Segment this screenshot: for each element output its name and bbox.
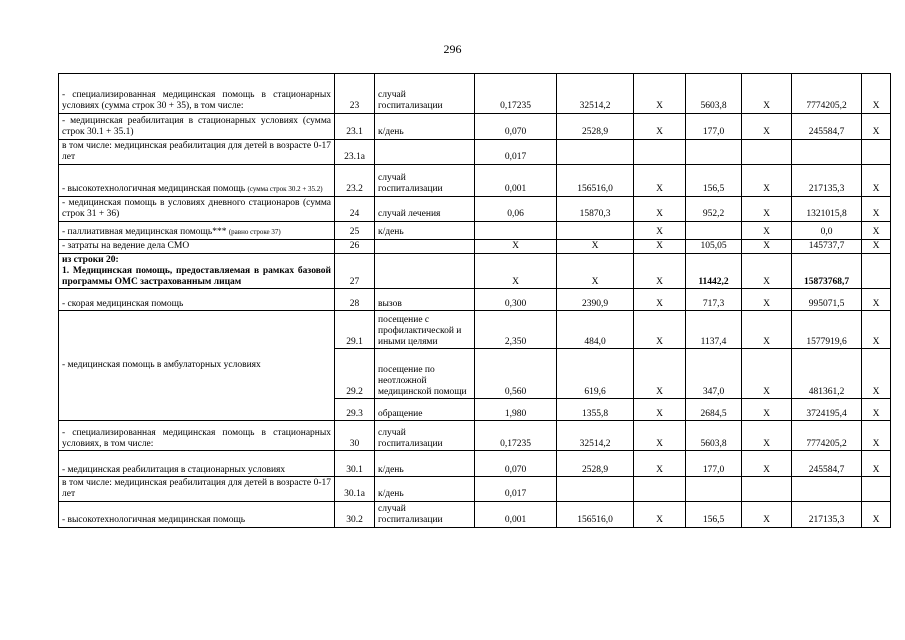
row-number-cell: 29.3 [335, 399, 375, 421]
row-name-cell [59, 74, 335, 114]
budget-total-cell: X [742, 421, 792, 451]
budget-total-cell: X [742, 239, 792, 253]
row-name-cell [59, 253, 335, 289]
oms-total-cell: 217135,3 [792, 502, 862, 528]
table-row [59, 74, 891, 114]
budget-total-cell: X [742, 289, 792, 311]
oms-per-capita-cell: 177,0 [686, 114, 742, 140]
oms-total-cell: 7774205,2 [792, 421, 862, 451]
row-number-cell: 29.1 [335, 311, 375, 349]
row-name-note: (сумма строк 30.2 + 35.2) [247, 184, 323, 193]
oms-per-capita-cell [686, 140, 742, 165]
row-number-cell: 23.1 [335, 114, 375, 140]
table-row [59, 289, 891, 311]
unit-cell: обращение [375, 399, 475, 421]
row-name-cell: - высокотехнологичная медицинская помощь [59, 502, 335, 528]
oms-total-cell: 995071,5 [792, 289, 862, 311]
row-name-text: - скорая медицинская помощь [62, 298, 184, 309]
volume-norm-cell: 0,17235 [475, 421, 557, 451]
unit-cell: к/день [375, 451, 475, 477]
unit-cell: к/день [375, 477, 475, 502]
row-number-cell: 23 [335, 74, 375, 114]
row-number-cell: 30 [335, 421, 375, 451]
share-cell [862, 477, 891, 502]
unit-cell: к/день [375, 221, 475, 239]
budget-per-capita-cell [634, 140, 686, 165]
cost-norm-cell: 32514,2 [557, 421, 634, 451]
cost-norm-cell: 32514,2 [557, 74, 634, 114]
budget-per-capita-cell: X [634, 451, 686, 477]
volume-norm-cell: 2,350 [475, 311, 557, 349]
row-name-cell [59, 140, 335, 165]
oms-per-capita-cell: 347,0 [686, 349, 742, 399]
oms-total-cell: 217135,3 [792, 164, 862, 196]
oms-per-capita-cell: 5603,8 [686, 74, 742, 114]
unit-cell: случай госпитализации [375, 164, 475, 196]
budget-per-capita-cell: X [634, 311, 686, 349]
cost-norm-cell: 15870,3 [557, 196, 634, 221]
oms-per-capita-cell: 2684,5 [686, 399, 742, 421]
volume-norm-cell: X [475, 253, 557, 289]
budget-per-capita-cell: X [634, 164, 686, 196]
budget-total-cell: X [742, 114, 792, 140]
unit-cell: случай госпитализации [375, 421, 475, 451]
volume-norm-cell: 0,001 [475, 164, 557, 196]
row-name-note: (равно строке 37) [228, 227, 281, 236]
ambulatory-name-cell: - медицинская помощь в амбулаторных условиях [59, 311, 335, 421]
budget-total-cell: X [742, 253, 792, 289]
volume-norm-cell: 0,070 [475, 451, 557, 477]
financing-table [58, 73, 891, 528]
row-number-cell: 27 [335, 253, 375, 289]
share-cell: X [862, 399, 891, 421]
oms-total-cell: 245584,7 [792, 114, 862, 140]
budget-per-capita-cell: X [634, 196, 686, 221]
share-cell: X [862, 164, 891, 196]
table-row [59, 502, 891, 528]
volume-norm-cell: 1,980 [475, 399, 557, 421]
budget-per-capita-cell: X [634, 399, 686, 421]
cost-norm-cell: 2528,9 [557, 114, 634, 140]
unit-cell [375, 239, 475, 253]
budget-per-capita-cell: X [634, 421, 686, 451]
cost-norm-cell: 2390,9 [557, 289, 634, 311]
oms-total-cell: 15873768,7 [792, 253, 862, 289]
share-cell: X [862, 114, 891, 140]
share-cell: X [862, 196, 891, 221]
budget-per-capita-cell: X [634, 114, 686, 140]
cost-norm-cell: 2528,9 [557, 451, 634, 477]
table-row [59, 114, 891, 140]
volume-norm-cell: 0,001 [475, 502, 557, 528]
row-name-cell [59, 114, 335, 140]
share-cell: X [862, 74, 891, 114]
unit-cell [375, 253, 475, 289]
unit-cell: случай лечения [375, 196, 475, 221]
oms-total-cell [792, 477, 862, 502]
row-number-cell: 28 [335, 289, 375, 311]
table-row [59, 421, 891, 451]
budget-per-capita-cell: X [634, 253, 686, 289]
cost-norm-cell: 1355,8 [557, 399, 634, 421]
row-name-cell [59, 239, 335, 253]
unit-cell: случай госпитализации [375, 502, 475, 528]
cost-norm-cell: X [557, 253, 634, 289]
share-cell: X [862, 239, 891, 253]
row-name-cell: - медицинская реабилитация в стационарных условиях [59, 451, 335, 477]
row-name-cell [59, 289, 335, 311]
table-row [59, 477, 891, 502]
oms-total-cell: 145737,7 [792, 239, 862, 253]
row-name-text: - высокотехнологичная медицинская помощь [62, 183, 246, 194]
row-number-cell: 30.2 [335, 502, 375, 528]
volume-norm-cell: 0,017 [475, 477, 557, 502]
volume-norm-cell: 0,560 [475, 349, 557, 399]
row-name-cell [59, 196, 335, 221]
row-name-cell [59, 221, 335, 239]
oms-total-cell: 3724195,4 [792, 399, 862, 421]
table-row [59, 239, 891, 253]
share-cell: X [862, 221, 891, 239]
row-name-text: 1. Медицинская помощь, предоставляемая в рамках базовой программы ОМС застрахованным лицам [62, 265, 331, 287]
budget-per-capita-cell [634, 477, 686, 502]
oms-per-capita-cell: 952,2 [686, 196, 742, 221]
volume-norm-cell: 0,06 [475, 196, 557, 221]
unit-cell [375, 140, 475, 165]
oms-per-capita-cell: 105,05 [686, 239, 742, 253]
share-cell [862, 253, 891, 289]
share-cell: X [862, 502, 891, 528]
share-cell: X [862, 311, 891, 349]
oms-total-cell: 245584,7 [792, 451, 862, 477]
cost-norm-cell: 156516,0 [557, 502, 634, 528]
oms-total-cell: 0,0 [792, 221, 862, 239]
budget-per-capita-cell: X [634, 239, 686, 253]
oms-per-capita-cell: 11442,2 [686, 253, 742, 289]
share-cell: X [862, 289, 891, 311]
row-name-text: - специализированная медицинская помощь в стационарных условиях (сумма строк 30 + 35), в том числе: [62, 90, 331, 112]
row-number-cell: 23.1а [335, 140, 375, 165]
cost-norm-cell: X [557, 239, 634, 253]
budget-per-capita-cell: X [634, 502, 686, 528]
cost-norm-cell: 619,6 [557, 349, 634, 399]
unit-cell: к/день [375, 114, 475, 140]
budget-total-cell: X [742, 349, 792, 399]
row-number-cell: 29.2 [335, 349, 375, 399]
budget-total-cell: X [742, 196, 792, 221]
volume-norm-cell: 0,017 [475, 140, 557, 165]
row-number-cell: 30.1а [335, 477, 375, 502]
budget-per-capita-cell: X [634, 349, 686, 399]
oms-total-cell: 481361,2 [792, 349, 862, 399]
budget-total-cell [742, 477, 792, 502]
volume-norm-cell: 0,300 [475, 289, 557, 311]
table-row [59, 311, 891, 349]
share-cell: X [862, 349, 891, 399]
row-name-cell: - специализированная медицинская помощь в стационарных условиях, в том числе: [59, 421, 335, 451]
budget-total-cell: X [742, 74, 792, 114]
cost-norm-cell: 156516,0 [557, 164, 634, 196]
table-row [59, 140, 891, 165]
row-name-text: - медицинская помощь в условиях дневного стационаров (сумма строк 31 + 36) [62, 197, 331, 219]
cost-norm-cell: 484,0 [557, 311, 634, 349]
budget-total-cell: X [742, 311, 792, 349]
share-cell: X [862, 451, 891, 477]
row-name-cell [59, 164, 335, 196]
oms-per-capita-cell: 717,3 [686, 289, 742, 311]
cost-norm-cell [557, 221, 634, 239]
unit-cell: посещение с профилактической и иными целями [375, 311, 475, 349]
budget-per-capita-cell: X [634, 221, 686, 239]
unit-cell: посещение по неотложной медицинской помощи [375, 349, 475, 399]
share-cell: X [862, 421, 891, 451]
oms-per-capita-cell: 156,5 [686, 502, 742, 528]
row-number-cell: 24 [335, 196, 375, 221]
budget-per-capita-cell: X [634, 74, 686, 114]
row-number-cell: 26 [335, 239, 375, 253]
row-number-cell: 23.2 [335, 164, 375, 196]
table-row [59, 451, 891, 477]
table-row [59, 164, 891, 196]
oms-per-capita-cell: 177,0 [686, 451, 742, 477]
budget-total-cell: X [742, 451, 792, 477]
unit-cell: вызов [375, 289, 475, 311]
oms-total-cell: 1577919,6 [792, 311, 862, 349]
page-number: 296 [443, 42, 462, 56]
volume-norm-cell [475, 221, 557, 239]
table-row [59, 196, 891, 221]
oms-per-capita-cell [686, 477, 742, 502]
table-row [59, 253, 891, 289]
budget-total-cell: X [742, 164, 792, 196]
oms-total-cell: 7774205,2 [792, 74, 862, 114]
budget-total-cell: X [742, 221, 792, 239]
volume-norm-cell: X [475, 239, 557, 253]
row-number-cell: 25 [335, 221, 375, 239]
row-number-cell: 30.1 [335, 451, 375, 477]
oms-per-capita-cell: 156,5 [686, 164, 742, 196]
budget-total-cell: X [742, 502, 792, 528]
budget-total-cell: X [742, 399, 792, 421]
volume-norm-cell: 0,070 [475, 114, 557, 140]
share-cell [862, 140, 891, 165]
row-name-cell: в том числе: медицинская реабилитация для детей в возрасте 0-17 лет [59, 477, 335, 502]
row-name-text: - затраты на ведение дела СМО [62, 240, 190, 251]
table-row [59, 221, 891, 239]
unit-cell: случай госпитализации [375, 74, 475, 114]
cost-norm-cell [557, 140, 634, 165]
row-name-text: - медицинская реабилитация в стационарных условиях (сумма строк 30.1 + 35.1) [62, 116, 331, 138]
row-name-text: - паллиативная медицинская помощь*** [62, 226, 227, 237]
oms-per-capita-cell: 5603,8 [686, 421, 742, 451]
volume-norm-cell: 0,17235 [475, 74, 557, 114]
oms-total-cell: 1321015,8 [792, 196, 862, 221]
oms-per-capita-cell: 1137,4 [686, 311, 742, 349]
budget-total-cell [742, 140, 792, 165]
row-name-prefix: из строки 20: [62, 254, 119, 265]
row-name-text: в том числе: медицинская реабилитация для детей в возрасте 0-17 лет [62, 141, 331, 162]
budget-per-capita-cell: X [634, 289, 686, 311]
oms-total-cell [792, 140, 862, 165]
oms-per-capita-cell [686, 221, 742, 239]
cost-norm-cell [557, 477, 634, 502]
